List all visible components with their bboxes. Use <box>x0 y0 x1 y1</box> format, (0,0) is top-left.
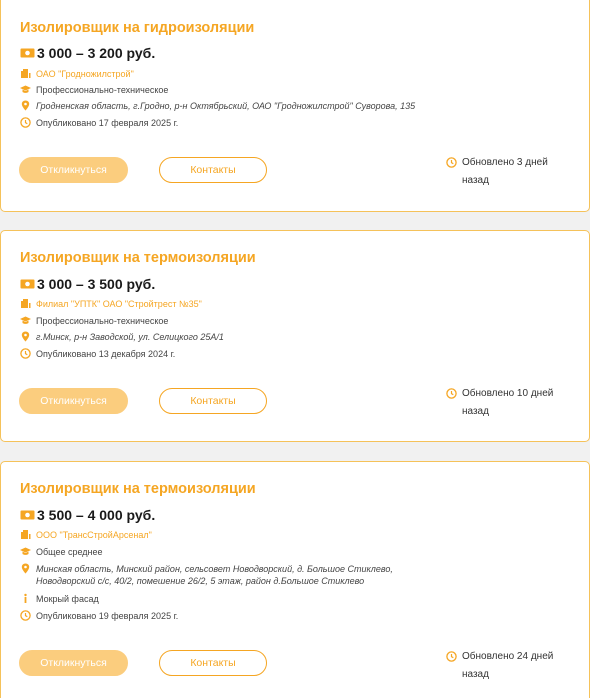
clock-icon <box>20 117 31 128</box>
vacancy-card <box>0 0 590 212</box>
updated-info <box>446 154 566 190</box>
money-icon <box>20 279 35 289</box>
updated-info <box>446 385 566 421</box>
company-link[interactable]: ООО "ТрансСтройАрсенал" <box>36 530 152 540</box>
updated-info <box>446 648 566 684</box>
clock-icon <box>446 157 457 168</box>
apply-button[interactable]: Откликнуться <box>19 650 128 676</box>
vacancy-title[interactable]: Изолировщик на термоизоляции <box>20 481 256 497</box>
education-row <box>20 84 549 96</box>
published-date: Опубликовано 13 декабря 2024 г. <box>36 349 176 359</box>
published-date: Опубликовано 19 февраля 2025 г. <box>36 611 179 621</box>
vacancy-title[interactable]: Изолировщик на гидроизоляции <box>20 20 255 36</box>
company-link[interactable]: ОАО "Гродножилстрой" <box>36 69 134 79</box>
salary <box>20 45 155 61</box>
salary-value: 3 500 – 4 000 руб. <box>37 507 156 523</box>
updated-text: Обновлено 3 дней назад <box>462 157 548 186</box>
published-row <box>20 117 549 129</box>
note-text: Мокрый фасад <box>36 594 99 604</box>
education-text: Общее среднее <box>36 547 103 557</box>
updated-text: Обновлено 24 дней назад <box>462 651 554 680</box>
salary <box>20 507 155 523</box>
education-text: Профессионально-техническое <box>36 316 169 326</box>
company-link[interactable]: Филиал "УПТК" ОАО "Стройтрест №35" <box>36 299 202 309</box>
address-row <box>20 331 549 343</box>
building-icon <box>20 298 31 309</box>
salary-value: 3 000 – 3 500 руб. <box>37 276 156 292</box>
location-pin-icon <box>20 100 31 111</box>
clock-icon <box>446 388 457 399</box>
address-row <box>20 563 399 587</box>
vacancy-title[interactable]: Изолировщик на термоизоляции <box>20 250 256 266</box>
company-row <box>20 529 549 541</box>
address-text: Гродненская область, г.Гродно, р-н Октябрьский, ОАО "Гродножилстрой" Суворова, 135 <box>36 101 416 111</box>
location-pin-icon <box>20 563 31 574</box>
education-row <box>20 546 549 558</box>
graduation-cap-icon <box>20 546 31 557</box>
salary <box>20 276 155 292</box>
contacts-button[interactable]: Контакты <box>159 157 267 183</box>
contacts-button[interactable]: Контакты <box>159 388 267 414</box>
building-icon <box>20 529 31 540</box>
apply-button[interactable]: Откликнуться <box>19 388 128 414</box>
education-text: Профессионально-техническое <box>36 85 169 95</box>
address-row <box>20 100 549 112</box>
education-row <box>20 315 549 327</box>
apply-button[interactable]: Откликнуться <box>19 157 128 183</box>
info-icon <box>20 593 31 604</box>
money-icon <box>20 510 35 520</box>
contacts-button[interactable]: Контакты <box>159 650 267 676</box>
clock-icon <box>20 610 31 621</box>
clock-icon <box>446 651 457 662</box>
published-row <box>20 348 549 360</box>
building-icon <box>20 68 31 79</box>
published-row <box>20 610 549 622</box>
company-row <box>20 68 549 80</box>
clock-icon <box>20 348 31 359</box>
graduation-cap-icon <box>20 84 31 95</box>
vacancy-card <box>0 230 590 442</box>
company-row <box>20 298 549 310</box>
note-row <box>20 593 549 605</box>
address-text: г.Минск, р-н Заводской, ул. Селицкого 25А/1 <box>36 332 224 342</box>
vacancy-card <box>0 461 590 698</box>
updated-text: Обновлено 10 дней назад <box>462 388 554 417</box>
published-date: Опубликовано 17 февраля 2025 г. <box>36 118 179 128</box>
money-icon <box>20 48 35 58</box>
salary-value: 3 000 – 3 200 руб. <box>37 45 156 61</box>
graduation-cap-icon <box>20 315 31 326</box>
address-text: Минская область, Минский район, сельсовет Новодворский, д. Большое Стиклево, Новодворский с/с, 40/2, помешение 26/2, 5 этаж, район д.Большое Стиклево <box>36 564 393 586</box>
location-pin-icon <box>20 331 31 342</box>
